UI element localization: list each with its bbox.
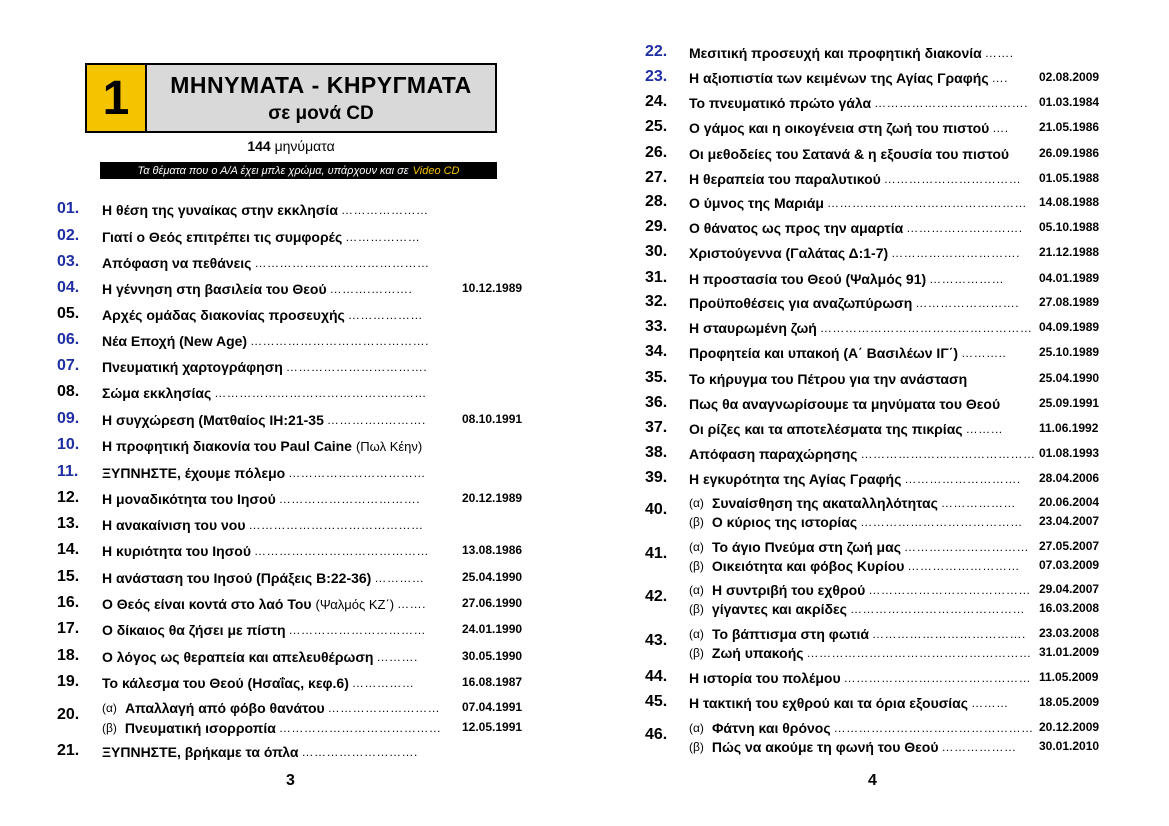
right-page [584, 0, 1169, 826]
item-extra: (Ψαλμός ΚΖ΄) [315, 596, 395, 612]
item-date: 10.12.1989 [462, 281, 523, 295]
list-item [102, 410, 426, 430]
list-item-sub [689, 599, 1025, 619]
item-number: 45. [645, 693, 668, 710]
item-number: 19. [57, 673, 80, 690]
item-date: 23.03.2008 [1039, 626, 1100, 640]
item-number: 11. [57, 463, 79, 480]
item-title: Η κυριότητα του Ιησού [102, 543, 251, 559]
list-item-sub [689, 580, 1031, 600]
leader-dots: …………………………………… [248, 518, 424, 532]
item-number: 33. [645, 318, 668, 335]
item-title: Η ανάσταση του Ιησού (Πράξεις Β:22-36) [102, 570, 372, 586]
item-number: 21. [57, 742, 80, 759]
list-item [689, 118, 1009, 138]
leader-dots: ………………………. [301, 745, 418, 759]
item-date: 26.09.1986 [1039, 146, 1100, 160]
item-number: 15. [57, 568, 80, 585]
list-item [689, 43, 1014, 63]
sub-label: (β) [689, 646, 704, 660]
list-item [689, 444, 1035, 464]
item-date: 24.01.1990 [462, 622, 523, 636]
sub-label: (β) [689, 740, 704, 754]
item-number: 17. [57, 620, 80, 637]
item-title: Απαλλαγή από φόβο θανάτου [124, 700, 325, 716]
item-title: Πώς να ακούμε τη φωνή του Θεού [711, 739, 939, 755]
list-item [102, 515, 423, 535]
leader-dots: …………………………… [288, 466, 426, 480]
item-title: Η σταυρωμένη ζωή [689, 320, 817, 336]
list-item [689, 269, 1004, 289]
message-count [85, 138, 497, 154]
list-item-sub [689, 718, 1034, 738]
item-title: Η θέση της γυναίκας στην εκκλησία [102, 202, 338, 218]
section-header [85, 63, 497, 133]
item-number: 01. [57, 200, 80, 217]
list-item [689, 293, 1019, 313]
leader-dots: …………………………… [883, 172, 1022, 186]
item-number: 04. [57, 279, 80, 296]
left-page [0, 0, 584, 826]
leader-dots: ………………………… [904, 540, 1030, 554]
list-item [689, 68, 1008, 88]
list-item [689, 93, 1028, 113]
item-number: 44. [645, 668, 668, 685]
sub-label: (α) [689, 627, 704, 641]
item-number: 06. [57, 331, 80, 348]
leader-dots: …………………………………………… [819, 321, 1033, 335]
leader-dots: ……………………………………………… [806, 646, 1032, 660]
list-item-sub [689, 624, 1026, 644]
list-item [102, 279, 412, 299]
leader-dots: ……………………………………. [250, 334, 429, 348]
item-date: 18.05.2009 [1039, 695, 1100, 709]
list-item-sub [689, 643, 1032, 663]
list-item [102, 568, 424, 588]
item-title: Φάτνη και θρόνος [711, 720, 831, 736]
sub-label: (β) [689, 602, 704, 616]
leader-dots: …. [991, 71, 1008, 85]
item-date: 02.08.2009 [1039, 70, 1100, 84]
item-number: 31. [645, 269, 668, 286]
list-item [102, 541, 429, 561]
list-item [102, 200, 428, 220]
list-item [102, 227, 420, 247]
item-number: 28. [645, 193, 668, 210]
item-number: 38. [645, 444, 668, 461]
item-title: Μεσιτική προσευχή και προφητική διακονία [689, 45, 982, 61]
item-date: 20.06.2004 [1039, 495, 1100, 509]
leader-dots: ……………… [929, 272, 1005, 286]
item-date: 20.12.2009 [1039, 720, 1100, 734]
list-item-sub [689, 556, 1020, 576]
item-title: Απόφαση να πεθάνεις [102, 255, 252, 271]
item-title: Το πνευματικό πρώτο γάλα [689, 95, 872, 111]
item-title: Ο λόγος ως θεραπεία και απελευθέρωση [102, 649, 374, 665]
list-item [102, 331, 429, 351]
item-number: 29. [645, 218, 668, 235]
item-number: 13. [57, 515, 80, 532]
item-number: 24. [645, 93, 668, 110]
item-title: Ο κύριος της ιστορίας [711, 514, 858, 530]
item-date: 29.04.2007 [1039, 582, 1100, 596]
item-date: 27.06.1990 [462, 596, 523, 610]
item-number: 46. [645, 726, 668, 743]
list-item-sub [102, 698, 440, 718]
item-date: 11.06.1992 [1039, 421, 1099, 435]
leader-dots: ……………………. [915, 296, 1020, 310]
leader-dots: ………………………. [906, 221, 1023, 235]
leader-dots: ……….. [961, 346, 1007, 360]
item-title: Συναίσθηση της ακαταλληλότητας [711, 495, 938, 511]
item-number: 39. [645, 469, 668, 486]
item-title: Νέα Εποχή (New Age) [102, 333, 248, 349]
item-title: Η αξιοπιστία των κειμένων της Αγίας Γραφής [689, 70, 989, 86]
leader-dots: ………………………………. [872, 627, 1026, 641]
list-item [689, 668, 1031, 688]
note-text: Τα θέματα που ο Α/Α έχει μπλε χρώμα, υπάρχουν και σε [137, 164, 409, 177]
list-item [689, 318, 1032, 338]
item-title: Πως θα αναγνωρίσουμε τα μηνύματα του Θεού [689, 396, 1001, 412]
list-item [102, 305, 423, 325]
item-date: 23.04.2007 [1039, 514, 1100, 528]
leader-dots: ………… [374, 571, 425, 585]
item-title: ΞΥΠΝΗΣΤΕ, έχουμε πόλεμο [102, 465, 286, 481]
leader-dots: ………………………………. [874, 96, 1028, 110]
item-number: 12. [57, 489, 80, 506]
item-title: Η τακτική του εχθρού και τα όρια εξουσίας [689, 695, 969, 711]
list-item [102, 673, 414, 693]
item-number: 10. [57, 436, 80, 453]
leader-dots: ……………… [940, 496, 1016, 510]
item-number: 25. [645, 118, 668, 135]
item-number: 08. [57, 383, 80, 400]
item-title: Το άγιο Πνεύμα στη ζωή μας [711, 539, 902, 555]
leader-dots: ……………… [941, 740, 1017, 754]
item-title: Πνευματική ισορροπία [124, 720, 276, 736]
item-date: 25.09.1991 [1039, 396, 1100, 410]
item-number: 20. [57, 706, 80, 723]
item-title: Προϋποθέσεις για αναζωπύρωση [689, 295, 913, 311]
item-title: Η προστασία του Θεού (Ψαλμός 91) [689, 271, 927, 287]
item-title: Ο Θεός είναι κοντά στο λαό Του [102, 596, 312, 612]
sub-label: (α) [689, 496, 704, 510]
item-title: Η γέννηση στη βασιλεία του Θεού [102, 281, 327, 297]
item-title: Το βάπτισμα στη φωτιά [711, 626, 869, 642]
sub-label: (β) [689, 515, 704, 529]
leader-dots: ……… [965, 422, 1004, 436]
leader-dots: ……… [971, 696, 1009, 710]
list-item-sub [689, 493, 1016, 513]
list-item [102, 647, 418, 667]
item-title: Η συγχώρεση (Ματθαίος ΙΗ:21-35 [102, 412, 324, 428]
item-number: 16. [57, 594, 80, 611]
item-date: 05.10.1988 [1039, 220, 1100, 234]
item-title: Οι ρίζες και τα αποτελέσματα της πικρίας [689, 421, 963, 437]
item-title: Ο ύμνος της Μαριάμ [689, 195, 824, 211]
leader-dots: ………………………………………… [826, 196, 1027, 210]
sub-label: (β) [689, 559, 704, 573]
list-item [102, 594, 426, 614]
sub-label: (β) [102, 721, 117, 735]
item-date: 07.03.2009 [1039, 558, 1100, 572]
item-title: Ζωή υπακοής [711, 645, 804, 661]
leader-dots: ………………………………… [278, 721, 442, 735]
leader-dots: ……. [984, 46, 1014, 60]
item-title: Η ανακαίνιση του νου [102, 517, 246, 533]
item-title: Οικειότητα και φόβος Κυρίου [711, 558, 905, 574]
list-item [102, 357, 427, 377]
list-item-sub [689, 537, 1029, 557]
item-number: 34. [645, 343, 668, 360]
item-title: Η θεραπεία του παραλυτικού [689, 171, 881, 187]
list-item [689, 369, 967, 389]
leader-dots: ………. [376, 650, 418, 664]
item-number: 43. [645, 632, 668, 649]
item-date: 27.08.1989 [1039, 295, 1100, 309]
item-date: 30.05.1990 [462, 649, 523, 663]
note-highlight: Video CD [412, 164, 460, 177]
item-number: 09. [57, 410, 80, 427]
leader-dots: …………..………. [326, 413, 426, 427]
item-title: Το κήρυγμα του Πέτρου για την ανάσταση [689, 371, 968, 387]
item-date: 01.08.1993 [1039, 446, 1100, 460]
item-title: Η προφητική διακονία του Paul Caine [102, 438, 352, 454]
leader-dots: …………………………………… [254, 256, 430, 270]
list-item-sub [102, 718, 441, 738]
item-date: 16.03.2008 [1039, 601, 1100, 615]
leader-dots: ……………… [347, 308, 423, 322]
item-number: 23. [645, 68, 668, 85]
video-cd-note [100, 162, 497, 179]
item-date: 31.01.2009 [1039, 645, 1100, 659]
list-item [102, 620, 426, 640]
item-date: 25.10.1989 [1039, 345, 1100, 359]
item-title: ΞΥΠΝΗΣΤΕ, βρήκαμε τα όπλα [102, 744, 299, 760]
item-title: Ο θάνατος ως προς την αμαρτία [689, 220, 904, 236]
leader-dots: …………………………………… [860, 447, 1036, 461]
list-item [102, 742, 418, 762]
page-number-left: 3 [286, 772, 295, 789]
item-title: Απόφαση παραχώρησης [689, 446, 858, 462]
list-item [102, 463, 426, 483]
item-title: Η ιστορία του πολέμου [689, 670, 841, 686]
item-title: Η εγκυρότητα της Αγίας Γραφής [689, 471, 902, 487]
leader-dots: ……………………………. [285, 360, 428, 374]
leader-dots: ……………………………………… [843, 671, 1032, 685]
item-number: 22. [645, 43, 668, 60]
item-date: 04.01.1989 [1039, 271, 1100, 285]
item-number: 26. [645, 144, 668, 161]
item-date: 14.08.1988 [1039, 195, 1100, 209]
item-date: 01.03.1984 [1039, 95, 1100, 109]
leader-dots: ………………………………… [868, 583, 1031, 597]
leader-dots: …………………………………… [849, 602, 1025, 616]
item-number: 37. [645, 419, 668, 436]
item-date: 25.04.1990 [462, 570, 523, 584]
item-number: 40. [645, 501, 668, 518]
list-item [689, 419, 1003, 439]
list-item-sub [689, 512, 1023, 532]
item-number: 32. [645, 293, 668, 310]
item-title: Γιατί ο Θεός επιτρέπει τις συμφορές [102, 229, 343, 245]
item-number: 03. [57, 253, 80, 270]
item-date: 20.12.1989 [462, 491, 523, 505]
item-title: Ο δίκαιος θα ζήσει με πίστη [102, 622, 286, 638]
item-number: 36. [645, 394, 668, 411]
leader-dots: …………… [351, 676, 415, 690]
leader-dots: …………………………………………… [214, 386, 427, 400]
item-date: 30.01.2010 [1039, 739, 1100, 753]
item-date: 11.05.2009 [1039, 670, 1099, 684]
leader-dots: ………………………. [904, 472, 1021, 486]
item-number: 27. [645, 169, 668, 186]
section-titles [147, 65, 495, 131]
section-number: 1 [87, 65, 147, 131]
item-title: Ο γάμος και η οικογένεια στη ζωή του πιστού [689, 120, 990, 136]
sub-label: (α) [689, 721, 704, 735]
item-number: 30. [645, 243, 668, 260]
item-date: 07.04.1991 [462, 700, 523, 714]
list-item [689, 693, 1009, 713]
item-date: 25.04.1990 [1039, 371, 1100, 385]
list-item [689, 193, 1027, 213]
list-item-sub [689, 737, 1016, 757]
item-title: Το κάλεσμα του Θεού (Ησαΐας, κεφ.6) [102, 675, 349, 691]
leader-dots: ……………………………. [278, 492, 421, 506]
sub-label: (α) [102, 701, 117, 715]
list-item [102, 489, 420, 509]
item-title: γίγαντες και ακρίδες [711, 601, 847, 617]
list-item [102, 383, 427, 403]
sub-label: (α) [689, 583, 704, 597]
item-number: 18. [57, 647, 80, 664]
item-date: 21.12.1988 [1039, 245, 1100, 259]
item-title: Σώμα εκκλησίας [102, 385, 212, 401]
leader-dots: ……………………… [907, 559, 1020, 573]
count-value: 144 [247, 138, 271, 154]
list-item [689, 218, 1023, 238]
list-item [689, 169, 1021, 189]
item-title: Η συντριβή του εχθρού [711, 582, 866, 598]
list-item [689, 469, 1021, 489]
list-item [689, 343, 1006, 363]
sub-label: (α) [689, 540, 704, 554]
item-number: 14. [57, 541, 80, 558]
leader-dots: …………………………………… [254, 544, 429, 558]
item-date: 13.08.1986 [462, 543, 523, 557]
leader-dots: ………………… [340, 203, 429, 217]
item-date: 12.05.1991 [462, 720, 523, 734]
item-extra: (Πωλ Κέην) [355, 438, 423, 454]
leader-dots: ………………………………………… [833, 721, 1034, 735]
item-number: 02. [57, 227, 80, 244]
leader-dots: ……………………… [327, 701, 441, 715]
item-title: Οι μεθοδείες του Σατανά & η εξουσία του πιστού [689, 146, 1010, 162]
section-subtitle: σε μονά CD [268, 102, 374, 124]
list-item [689, 394, 1000, 414]
item-date: 08.10.1991 [462, 412, 523, 426]
item-title: Η μοναδικότητα του Ιησού [102, 491, 276, 507]
item-date: 27.05.2007 [1039, 539, 1100, 553]
item-number: 41. [645, 545, 668, 562]
item-date: 21.05.1986 [1039, 120, 1100, 134]
item-number: 05. [57, 305, 80, 322]
item-title: Πνευματική χαρτογράφηση [102, 359, 283, 375]
list-item [689, 144, 1009, 164]
item-date: 16.08.1987 [462, 675, 523, 689]
leader-dots: ……………… [345, 230, 421, 244]
leader-dots: …. [992, 121, 1009, 135]
item-title: Χριστούγεννα (Γαλάτας Δ:1-7) [689, 245, 889, 261]
list-item [689, 243, 1020, 263]
section-title: ΜΗΝΥΜΑΤΑ - ΚΗΡΥΓΜΑΤΑ [170, 71, 472, 98]
item-number: 42. [645, 588, 668, 605]
list-item [102, 436, 422, 456]
leader-dots: ……. [397, 597, 426, 611]
item-title: Προφητεία και υπακοή (Α΄ Βασιλέων ΙΓ΄) [689, 345, 959, 361]
page-number-right: 4 [868, 772, 877, 789]
item-date: 04.09.1989 [1039, 320, 1100, 334]
item-date: 28.04.2006 [1039, 471, 1100, 485]
leader-dots: ………………………………… [860, 515, 1023, 529]
leader-dots: ……….………. [329, 282, 413, 296]
item-number: 07. [57, 357, 80, 374]
list-item [102, 253, 429, 273]
leader-dots: …………………………. [891, 246, 1021, 260]
count-label: μηνύματα [274, 138, 335, 154]
item-date: 01.05.1988 [1039, 171, 1100, 185]
leader-dots: …………………………… [288, 623, 427, 637]
item-number: 35. [645, 369, 668, 386]
item-title: Αρχές ομάδας διακονίας προσευχής [102, 307, 345, 323]
